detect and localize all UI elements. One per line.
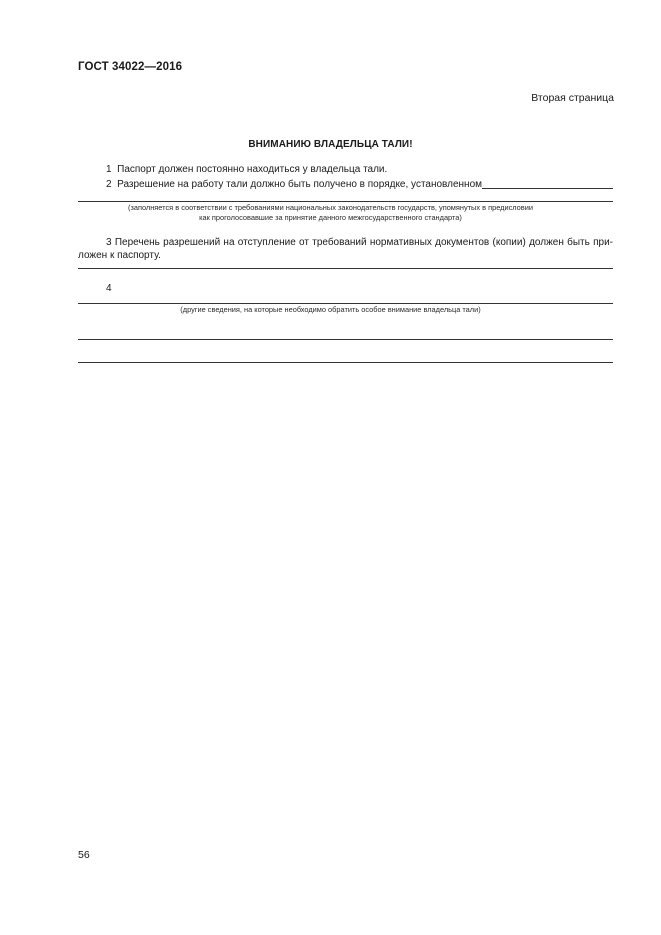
standard-designation: ГОСТ 34022—2016 [78, 61, 183, 73]
list-item-4 [106, 283, 112, 296]
note-line: как проголосовавшие за принятие данного межгосударственного стандарта) [199, 213, 462, 222]
item-number: 1 [106, 164, 112, 175]
list-item-2 [106, 179, 482, 192]
item-text: Разрешение на работу тали должно быть получено в порядке, установленном [117, 179, 483, 190]
fill-in-line [78, 268, 613, 269]
item-text: Паспорт должен постоянно находиться у владельца тали. [117, 164, 388, 175]
item-number: 3 [106, 237, 112, 248]
page-number: 56 [78, 849, 90, 861]
fill-in-line [78, 362, 613, 363]
note-line: (заполняется в соответствии с требованиями национальных законодательств государств, упомянутых в предисловии [128, 203, 533, 212]
page-label: Вторая страница [531, 92, 614, 104]
item-number: 2 [106, 179, 112, 190]
item-number: 4 [106, 283, 112, 294]
note-line: (другие сведения, на которые необходимо обратить особое внимание владельца тали) [180, 305, 481, 314]
fill-in-line [482, 188, 613, 189]
fill-in-line [78, 339, 613, 340]
list-item-3 [78, 236, 613, 262]
item-text: Перечень разрешений на отступление от требований нормативных документов (копии) должен быть при-ложен к паспорту. [78, 237, 614, 261]
list-item-1 [106, 164, 387, 177]
section-title: ВНИМАНИЮ ВЛАДЕЛЬЦА ТАЛИ! [248, 139, 413, 150]
